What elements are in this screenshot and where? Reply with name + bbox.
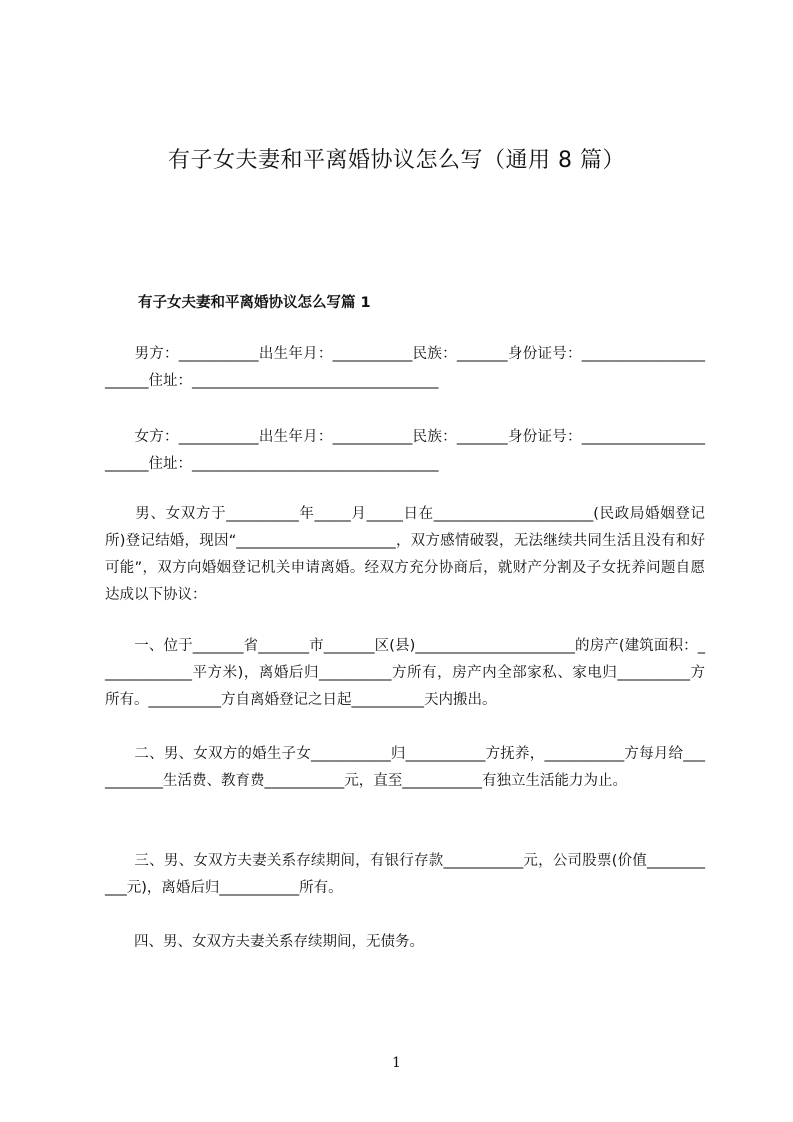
document-title: 有子女夫妻和平离婚协议怎么写（通用 8 篇）	[168, 148, 625, 173]
paragraph-female-party-info: 女方：___________出生年月：___________民族：_______身份证号：_______________________住址：__________________________________	[105, 429, 705, 472]
paragraph-clause-property: 一、位于_______省_______市_______区(县)______________________的房产(建筑面积：_____________平方米)，离婚后归__________方所有，房产内全部家私、家电归__________方所有。__________方自离婚登记之日起__________天内搬出。	[105, 638, 705, 708]
page-number: 1	[392, 1055, 401, 1071]
paragraph-clause-savings: 三、男、女双方夫妻关系存续期间，有银行存款___________元，公司股票(价值___________元)，离婚后归___________所有。	[105, 853, 705, 896]
section-heading: 有子女夫妻和平离婚协议怎么写篇 1	[138, 295, 371, 311]
paragraph-clause-child-custody: 二、男、女双方的婚生子女___________归___________方抚养，___________方每月给___________生活费、教育费___________元，直至___________有独立生活能力为止。	[105, 746, 705, 789]
paragraph-marriage-registration: 男、女双方于__________年_____月_____日在______________________(民政局婚姻登记所)登记结婚，现因“______________________，双方感情破裂，无法继续共同生活且没有和好可能”，双方向婚姻登记机关申请离婚。经双方充分协商后，就财产分割及子女抚养问题自愿达成以下协议：	[105, 506, 705, 603]
paragraph-clause-debts: 四、男、女双方夫妻关系存续期间，无债务。	[105, 934, 424, 950]
paragraph-male-party-info: 男方：___________出生年月：___________民族：_______身份证号：_______________________住址：__________________________________	[105, 346, 705, 389]
